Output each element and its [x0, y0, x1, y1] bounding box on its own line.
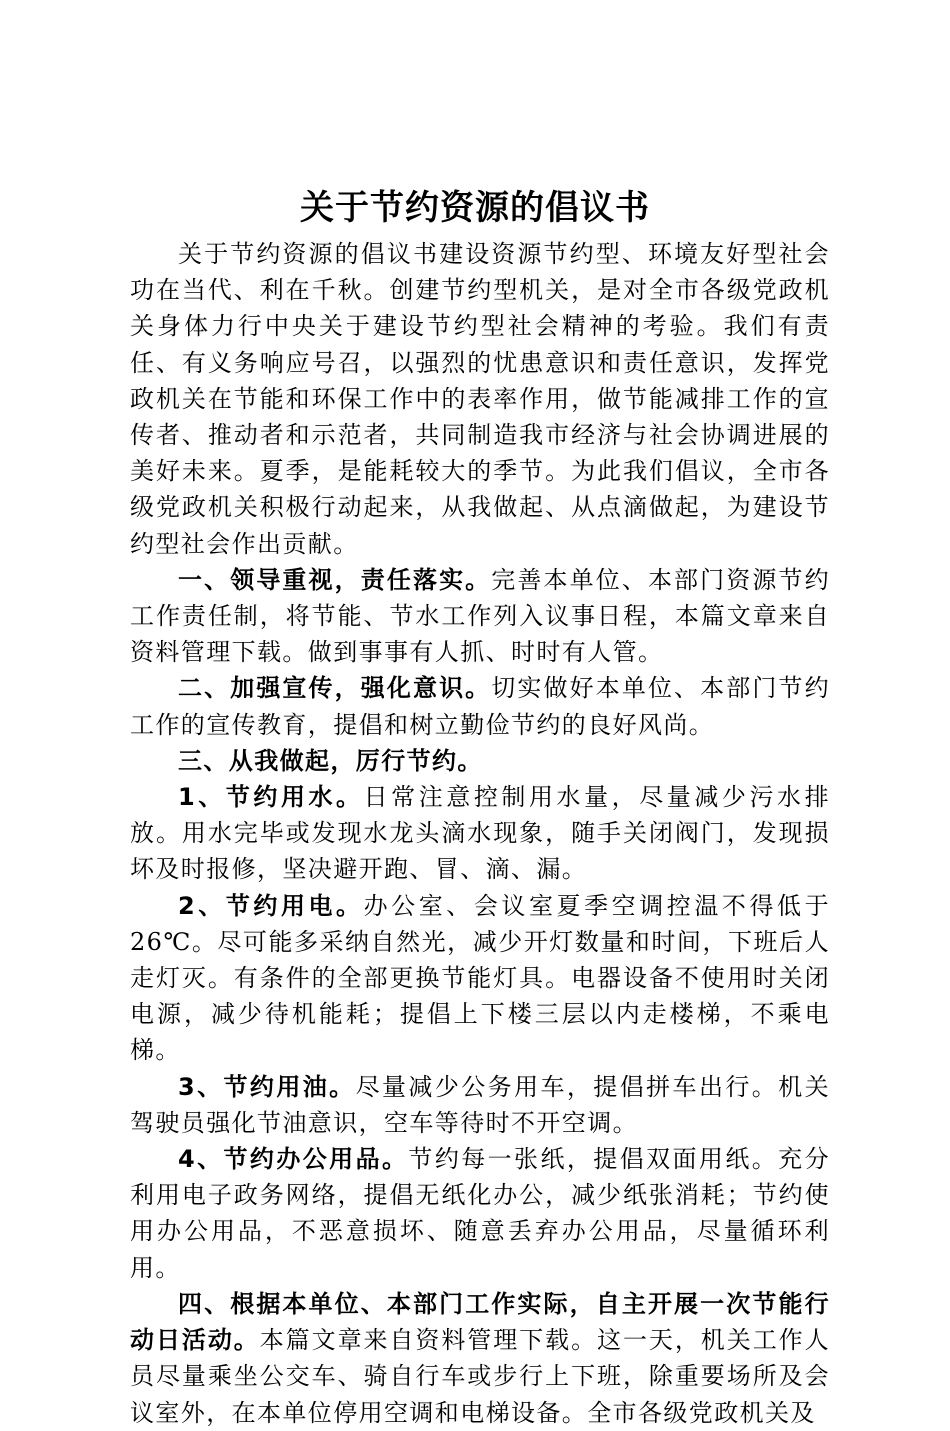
section-heading: 二、加强宣传，强化意识。 — [178, 674, 492, 703]
section-heading: 一、领导重视，责任落实。 — [178, 565, 492, 594]
document-title: 关于节约资源的倡议书 — [300, 188, 650, 228]
item-heading: 3、节约用油。 — [178, 1072, 356, 1101]
item-paragraph-office-supplies — [130, 1141, 830, 1286]
section-paragraph-2 — [130, 670, 830, 742]
section-text: 本篇文章来自资料管理下载。这一天，机关工作人员尽量乘坐公交车、骑自行车或步行上下班，除重要场所及会议室外，在本单位停用空调和电梯设备。全市各级党政机关及 — [130, 1326, 830, 1427]
item-text: 日常注意控制用水量，尽量减少污水排放。用水完毕或发现水龙头滴水现象，随手关闭阀门，发现损坏及时报修，坚决避开跑、冒、滴、漏。 — [130, 783, 830, 884]
section-text: 切实做好本单位、本部门节约工作的宣传教育，提倡和树立勤俭节约的良好风尚。 — [130, 674, 830, 739]
item-text: 节约每一张纸，提倡双面用纸。充分利用电子政务网络，提倡无纸化办公，减少纸张消耗；节约使用办公用品，不恶意损坏、随意丢弃办公用品，尽量循环利用。 — [130, 1145, 830, 1282]
item-heading: 4、节约办公用品。 — [178, 1145, 409, 1174]
section-text: 完善本单位、本部门资源节约工作责任制，将节能、节水工作列入议事日程，本篇文章来自资料管理下载。做到事事有人抓、时时有人管。 — [130, 565, 830, 667]
item-text: 办公室、会议室夏季空调控温不得低于26℃。尽可能多采纳自然光，减少开灯数量和时间，下班后人走灯灭。有条件的全部更换节能灯具。电器设备不使用时关闭电源，减少待机能耗；提倡上下楼三层以内走楼梯，不乘电梯。 — [130, 891, 830, 1065]
intro-paragraph: 关于节约资源的倡议书建设资源节约型、环境友好型社会功在当代、利在千秋。创建节约型机关，是对全市各级党政机关身体力行中央关于建设节约型社会精神的考验。我们有责任、有义务响应号召，以强烈的忧患意识和责任意识，发挥党政机关在节能和环保工作中的表率作用，做节能减排工作的宣传者、推动者和示范者，共同制造我市经济与社会协调进展的美好未来。夏季，是能耗较大的季节。为此我们倡议，全市各级党政机关积极行动起来，从我做起、从点滴做起，为建设节约型社会作出贡献。 — [130, 240, 830, 558]
section-heading: 三、从我做起，厉行节约。 — [178, 746, 483, 775]
item-paragraph-fuel — [130, 1069, 830, 1141]
item-text: 尽量减少公务用车，提倡拼车出行。机关驾驶员强化节油意识，空车等待时不开空调。 — [130, 1072, 831, 1137]
section-heading: 四、根据本单位、本部门工作实际，自主开展一次节能行动日活动。 — [130, 1289, 830, 1355]
section-paragraph-4 — [130, 1286, 830, 1431]
section-paragraph-3 — [130, 743, 830, 779]
item-paragraph-water — [130, 779, 830, 888]
section-paragraph-1 — [130, 562, 830, 671]
item-heading: 1、节约用水。 — [178, 783, 364, 812]
document-body — [130, 236, 830, 1431]
item-heading: 2、节约用电。 — [178, 891, 364, 920]
item-paragraph-electricity — [130, 888, 830, 1069]
